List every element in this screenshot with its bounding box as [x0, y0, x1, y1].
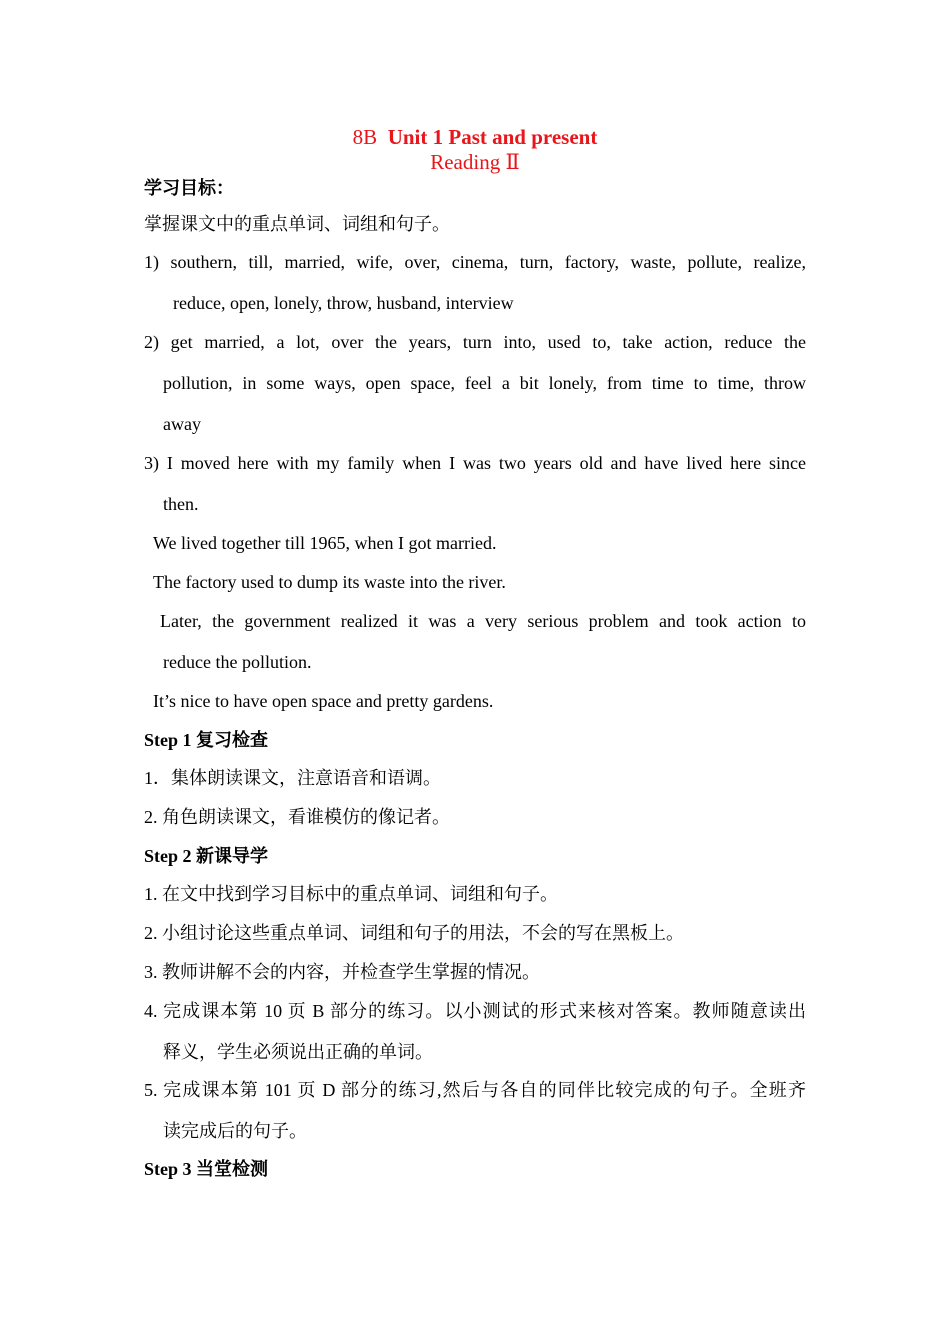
document-subtitle: Reading Ⅱ: [430, 150, 520, 174]
step2-item-4-line-2: 释义，学生必须说出正确的单词。: [163, 1042, 433, 1062]
sentences-line-5: Later, the government realized it was a very serious problem and took action to: [160, 611, 806, 631]
sentences-line-7: It’s nice to have open space and pretty gardens.: [153, 691, 494, 711]
sentences-line-1: 3) I moved here with my family when I was two years old and have lived here since: [144, 453, 806, 473]
step2-heading: Step 2 新课导学: [144, 846, 269, 866]
step2-item-2: 2. 小组讨论这些重点单词、词组和句子的用法，不会的写在黑板上。: [144, 923, 684, 943]
step2-item-3: 3. 教师讲解不会的内容，并检查学生掌握的情况。: [144, 962, 540, 982]
words-line-1: 1) southern, till, married, wife, over, cinema, turn, factory, waste, pollute, realize,: [144, 252, 806, 272]
step1-item-2: 2. 角色朗读课文，看谁模仿的像记者。: [144, 807, 450, 827]
step3-heading: Step 3 当堂检测: [144, 1159, 269, 1179]
step2-item-1: 1. 在文中找到学习目标中的重点单词、词组和句子。: [144, 884, 558, 904]
title-prefix: 8B: [352, 125, 378, 149]
phrases-line-3: away: [163, 414, 201, 434]
step1-heading: Step 1 复习检查: [144, 730, 269, 750]
phrases-line-1: 2) get married, a lot, over the years, turn into, used to, take action, reduce the: [144, 332, 806, 352]
words-line-2: reduce, open, lonely, throw, husband, interview: [173, 293, 514, 313]
sentences-line-2: then.: [163, 494, 199, 514]
objectives-heading: 学习目标：: [144, 178, 234, 198]
step2-item-5-line-2: 读完成后的句子。: [163, 1121, 307, 1141]
document-title: [0, 124, 950, 150]
objectives-intro: 掌握课文中的重点单词、词组和句子。: [144, 214, 450, 234]
phrases-line-2: pollution, in some ways, open space, feel a bit lonely, from time to time, throw: [163, 373, 806, 393]
step1-item-1: 1．集体朗读课文，注意语音和语调。: [144, 768, 441, 788]
step2-item-4-line-1: 4. 完成课本第 10 页 B 部分的练习。以小测试的形式来核对答案。教师随意读出: [144, 1001, 806, 1021]
step2-item-5-line-1: 5. 完成课本第 101 页 D 部分的练习,然后与各自的同伴比较完成的句子。全班齐: [144, 1080, 806, 1100]
sentences-line-3: We lived together till 1965, when I got married.: [153, 533, 497, 553]
sentences-line-6: reduce the pollution.: [163, 652, 312, 672]
title-main: Unit 1 Past and present: [387, 125, 598, 149]
sentences-line-4: The factory used to dump its waste into the river.: [153, 572, 506, 592]
